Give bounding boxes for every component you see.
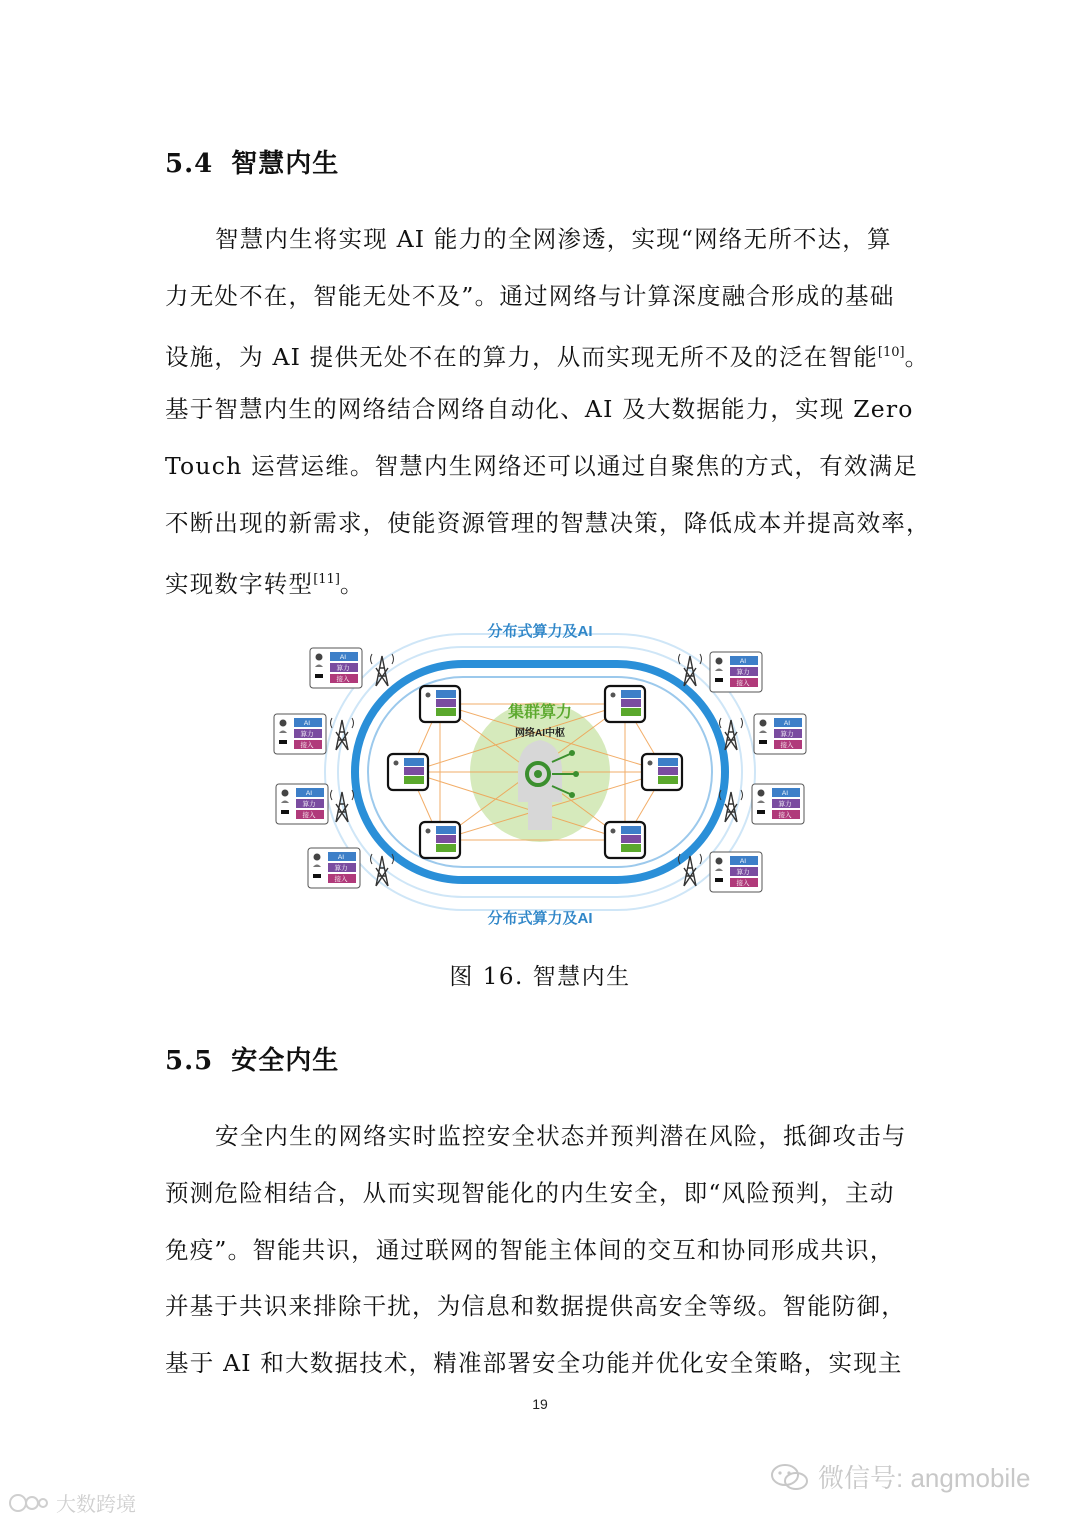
section-number: 5.4 [165, 149, 214, 179]
svg-text:接入: 接入 [780, 742, 794, 749]
svg-text:AI: AI [783, 720, 791, 727]
section-title: 智慧内生 [231, 149, 340, 179]
paragraph-line: 设施，为 AI 提供无处不在的算力，从而实现无所不及的泛在智能[10]。 [165, 342, 930, 371]
section-title: 安全内生 [231, 1046, 340, 1076]
bottom-ring-label: 分布式算力及AI [487, 910, 593, 927]
edge-node [308, 848, 360, 888]
cluster-node [605, 822, 645, 858]
section-heading-5-4 [165, 143, 339, 180]
paragraph-security [165, 1108, 917, 1392]
cluster-node [642, 754, 682, 790]
svg-text:AI: AI [305, 790, 313, 797]
hub-label: 网络AI中枢 [515, 728, 565, 739]
cluster-node [388, 754, 428, 790]
svg-text:算力: 算力 [300, 731, 314, 738]
cluster-node [420, 686, 460, 722]
wechat-watermark [770, 1458, 1030, 1495]
paragraph-line: 预测危险相结合，从而实现智能化的内生安全，即“风险预判，主动 [165, 1178, 895, 1207]
svg-text:接入: 接入 [334, 876, 348, 883]
edge-node [710, 652, 762, 692]
brand-watermark [8, 1488, 136, 1517]
svg-text:接入: 接入 [300, 742, 314, 749]
paragraph-line: 基于 AI 和大数据技术，精准部署安全功能并优化安全策略，实现主 [165, 1349, 903, 1378]
paragraph-line: 实现数字转型[11]。 [165, 569, 365, 598]
brand-logo-icon [8, 1492, 50, 1514]
svg-text:算力: 算力 [780, 731, 794, 738]
wechat-icon [770, 1462, 810, 1492]
svg-text:AI: AI [739, 858, 747, 865]
edge-node [310, 648, 362, 688]
cluster-node [605, 686, 645, 722]
paragraph-line: 力无处不在，智能无处不及”。通过网络与计算深度融合形成的基础 [165, 281, 895, 310]
paragraph-line: 安全内生的网络实时监控安全状态并预判潜在风险，抵御攻击与 [215, 1122, 907, 1150]
top-ring-label: 分布式算力及AI [487, 623, 593, 640]
citation-ref: [11] [313, 571, 340, 587]
svg-text:AI: AI [337, 854, 345, 861]
edge-node [754, 714, 806, 754]
svg-text:算力: 算力 [334, 865, 348, 872]
svg-text:AI: AI [739, 658, 747, 665]
svg-text:算力: 算力 [302, 801, 316, 808]
edge-node [276, 784, 328, 824]
svg-text:算力: 算力 [736, 669, 750, 676]
svg-text:接入: 接入 [336, 676, 350, 683]
cluster-label: 集群算力 [507, 704, 573, 721]
svg-text:接入: 接入 [736, 880, 750, 887]
page-number: 19 [532, 1396, 548, 1412]
svg-text:接入: 接入 [778, 812, 792, 819]
paragraph-line: Touch 运营运维。智慧内生网络还可以通过自聚焦的方式，有效满足 [165, 452, 918, 481]
wechat-id: 微信号: angmobile [818, 1463, 1031, 1493]
svg-text:接入: 接入 [736, 680, 750, 687]
paragraph-line: 基于智慧内生的网络结合网络自动化、AI 及大数据能力，实现 Zero [165, 395, 914, 424]
paragraph-intelligence [165, 211, 931, 609]
svg-text:AI: AI [339, 654, 347, 661]
paragraph-line: 智慧内生将实现 AI 能力的全网渗透，实现“网络无所不达，算 [215, 225, 892, 253]
section-number: 5.5 [165, 1046, 214, 1076]
citation-ref: [10] [877, 344, 905, 360]
paragraph-line: 不断出现的新需求，使能资源管理的智慧决策，降低成本并提高效率， [165, 508, 931, 537]
paragraph-line: 并基于共识来排除干扰，为信息和数据提供高安全等级。智能防御， [165, 1292, 906, 1321]
paragraph-line: 免疫”。智能共识，通过联网的智能主体间的交互和协同形成共识， [165, 1235, 895, 1264]
svg-text:AI: AI [781, 790, 789, 797]
figure-caption: 图 16. 智慧内生 [449, 964, 631, 990]
svg-text:算力: 算力 [736, 869, 750, 876]
svg-text:算力: 算力 [778, 801, 792, 808]
svg-text:接入: 接入 [302, 812, 316, 819]
edge-node [710, 852, 762, 892]
edge-node [752, 784, 804, 824]
svg-text:算力: 算力 [336, 665, 350, 672]
section-heading-5-5 [165, 1040, 339, 1077]
intelligence-diagram [270, 612, 810, 932]
edge-node [274, 714, 326, 754]
svg-text:AI: AI [303, 720, 311, 727]
brand-name: 大数跨境 [56, 1494, 136, 1516]
cluster-node [420, 822, 460, 858]
